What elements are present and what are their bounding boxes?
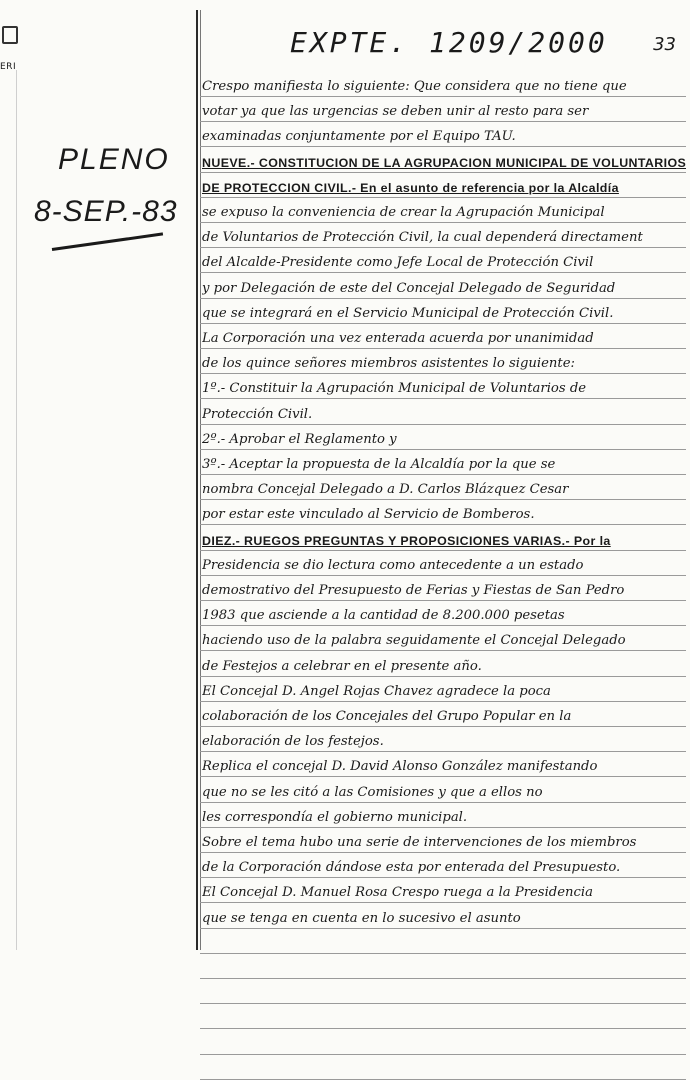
ruled-line [200, 978, 686, 979]
text-line: examinadas conjuntamente por el Equipo TAU. [202, 129, 516, 145]
punch-stamp [0, 20, 20, 80]
margin-session-date: 8-SEP.-83 [34, 195, 178, 228]
text-line: de la Corporación dándose esta por enterada del Presupuesto. [202, 860, 621, 876]
text-line: les correspondía el gobierno municipal. [202, 809, 468, 825]
stamp-mark-icon [2, 26, 18, 44]
text-line: de Voluntarios de Protección Civil, la cual dependerá directament [202, 230, 643, 246]
text-line: Sobre el tema hubo una serie de intervenciones de los miembros [202, 835, 637, 850]
page-left-edge [16, 70, 17, 950]
text-line: de Festejos a celebrar en el presente año. [202, 658, 482, 674]
text-line: nombra Concejal Delegado a D. Carlos Blázquez Cesar [202, 482, 569, 498]
text-line: y por Delegación de este del Concejal Delegado de Seguridad [202, 280, 616, 296]
text-line: por estar este vinculado al Servicio de Bomberos. [202, 507, 535, 523]
ruled-line [200, 953, 686, 954]
ruled-line [200, 1028, 686, 1029]
stamp-text: ERI [0, 62, 17, 72]
text-line: NUEVE.- CONSTITUCION DE LA AGRUPACION MUNICIPAL DE VOLUNTARIOS [202, 155, 686, 170]
text-line: Crespo manifiesta lo siguiente: Que considera que no tiene que [202, 79, 627, 94]
text-line: DIEZ.- RUEGOS PREGUNTAS Y PROPOSICIONES VARIAS.- Por la [202, 533, 611, 548]
margin-rule-secondary [200, 10, 201, 950]
text-line: haciendo uso de la palabra seguidamente el Concejal Delegado [202, 633, 626, 649]
text-line: que no se les citó a las Comisiones y que a ellos no [202, 784, 543, 800]
text-line: elaboración de los festejos. [202, 734, 384, 750]
file-reference: EXPTE. 1209/2000 [290, 26, 608, 59]
page-number: 33 [653, 34, 676, 55]
margin-rule [196, 10, 198, 950]
margin-session-label: PLENO [58, 143, 170, 176]
text-line: 3º.- Aceptar la propuesta de la Alcaldía por la que se [202, 457, 556, 472]
ruled-line [200, 1003, 686, 1004]
text-line: del Alcalde-Presidente como Jefe Local de Protección Civil [202, 255, 594, 271]
ruled-line [200, 1054, 686, 1055]
text-line: que se integrará en el Servicio Municipal de Protección Civil. [202, 305, 614, 321]
text-line: Presidencia se dio lectura como antecedente a un estado [202, 557, 584, 573]
text-line: DE PROTECCION CIVIL.- En el asunto de referencia por la Alcaldía [202, 180, 619, 195]
text-line: votar ya que las urgencias se deben unir al resto para ser [202, 104, 589, 120]
text-line: demostrativo del Presupuesto de Ferias y Fiestas de San Pedro [202, 583, 625, 598]
text-line: de los quince señores miembros asistentes lo siguiente: [202, 356, 575, 372]
text-line: colaboración de los Concejales del Grupo Popular en la [202, 709, 572, 724]
text-line: 2º.- Aprobar el Reglamento y [202, 431, 397, 447]
text-line: Replica el concejal D. David Alonso González manifestando [202, 759, 598, 775]
text-line: El Concejal D. Manuel Rosa Crespo ruega a la Presidencia [202, 885, 593, 901]
text-line: 1983 que asciende a la cantidad de 8.200.000 pesetas [202, 608, 565, 624]
text-line: se expuso la conveniencia de crear la Agrupación Municipal [202, 205, 605, 220]
text-line: La Corporación una vez enterada acuerda por unanimidad [202, 331, 594, 346]
text-line: 1º.- Constituir la Agrupación Municipal de Voluntarios de [202, 381, 587, 397]
date-underline [52, 232, 163, 251]
text-line: El Concejal D. Angel Rojas Chavez agradece la poca [202, 683, 551, 699]
text-line: que se tenga en cuenta en lo sucesivo el asunto [202, 910, 521, 926]
text-line: Protección Civil. [202, 406, 313, 422]
